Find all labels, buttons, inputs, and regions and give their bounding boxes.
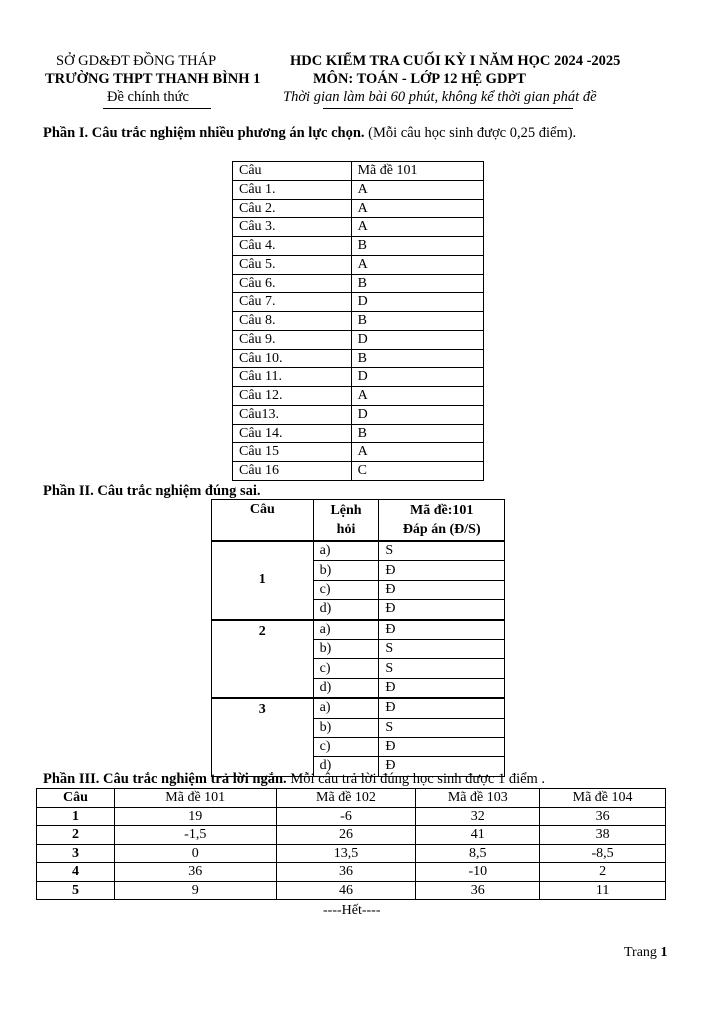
- table-row: [233, 424, 484, 443]
- table-row: [233, 237, 484, 256]
- question-cell: 1: [212, 541, 314, 620]
- page-label: Trang: [624, 945, 661, 960]
- question-cell: Câu 5.: [233, 255, 352, 274]
- answer-cell: D: [351, 330, 483, 349]
- question-cell: 5: [37, 881, 115, 900]
- answer-cell: 38: [540, 826, 666, 845]
- answer-cell: Đ: [379, 678, 505, 698]
- col-header: Mã đề 101: [114, 789, 276, 808]
- sub-question-cell: b): [313, 639, 379, 658]
- sub-question-cell: a): [313, 698, 379, 718]
- answer-cell: A: [351, 443, 483, 462]
- sub-question-cell: a): [313, 541, 379, 561]
- answer-cell: B: [351, 274, 483, 293]
- answer-cell: D: [351, 293, 483, 312]
- col-header-question: [212, 500, 314, 542]
- table-row: [233, 405, 484, 424]
- col-header-question-label: Câu: [249, 502, 275, 517]
- question-cell: Câu 11.: [233, 368, 352, 387]
- part3-heading: [43, 770, 545, 788]
- question-cell: Câu 14.: [233, 424, 352, 443]
- sub-question-cell: a): [313, 620, 379, 640]
- answer-cell: C: [351, 462, 483, 481]
- answer-cell: 0: [114, 844, 276, 863]
- question-cell: Câu 12.: [233, 387, 352, 406]
- question-cell: Câu 9.: [233, 330, 352, 349]
- answer-cell: -10: [416, 863, 540, 882]
- table-header-row: [233, 162, 484, 181]
- table-row: [233, 330, 484, 349]
- answer-cell: A: [351, 387, 483, 406]
- col-header-command-line2: hỏi: [336, 522, 356, 537]
- question-cell: Câu 7.: [233, 293, 352, 312]
- answer-cell: A: [351, 218, 483, 237]
- table-row: [233, 218, 484, 237]
- answer-cell: 36: [114, 863, 276, 882]
- question-cell: 3: [212, 698, 314, 776]
- answer-cell: Đ: [379, 561, 505, 580]
- question-cell: Câu 6.: [233, 274, 352, 293]
- table-row: [233, 199, 484, 218]
- answer-cell: A: [351, 255, 483, 274]
- part3-table: [36, 788, 666, 900]
- official-label: Đề chính thức: [107, 89, 189, 105]
- question-cell: 4: [37, 863, 115, 882]
- table-row: [37, 826, 666, 845]
- part1-heading: [43, 124, 576, 142]
- answer-cell: 11: [540, 881, 666, 900]
- department-name: SỞ GD&ĐT ĐỒNG THÁP: [56, 53, 217, 69]
- sub-question-cell: b): [313, 718, 379, 737]
- part2-table: [211, 499, 505, 777]
- answer-cell: 26: [276, 826, 416, 845]
- table-row: [233, 349, 484, 368]
- question-cell: 3: [37, 844, 115, 863]
- table-header-row: [37, 789, 666, 808]
- sub-question-cell: d): [313, 757, 379, 776]
- col-header-code: [379, 500, 505, 542]
- answer-cell: B: [351, 237, 483, 256]
- page-number-value: 1: [660, 945, 668, 960]
- col-header: Mã đề 102: [276, 789, 416, 808]
- answer-cell: 8,5: [416, 844, 540, 863]
- col-header: Mã đề 103: [416, 789, 540, 808]
- part1-note: (Mỗi câu học sinh được 0,25 điểm).: [364, 125, 577, 141]
- answer-cell: 13,5: [276, 844, 416, 863]
- answer-cell: Đ: [379, 620, 505, 640]
- answer-cell: -1,5: [114, 826, 276, 845]
- exam-title: HDC KIỂM TRA CUỐI KỲ I NĂM HỌC 2024 -2025: [290, 53, 621, 69]
- table-row: [233, 368, 484, 387]
- question-cell: 2: [37, 826, 115, 845]
- col-header: Mã đề 104: [540, 789, 666, 808]
- sub-question-cell: c): [313, 659, 379, 678]
- answer-cell: 36: [540, 807, 666, 826]
- answer-cell: S: [379, 659, 505, 678]
- answer-cell: 46: [276, 881, 416, 900]
- col-header-code-line1: Mã đề:101: [410, 503, 474, 518]
- part3-note: Mỗi câu trả lời đúng học sinh được 1 điểm .: [286, 771, 546, 787]
- sub-question-cell: d): [313, 678, 379, 698]
- table-row: [212, 620, 505, 640]
- part2-heading: Phần II. Câu trắc nghiệm đúng sai.: [43, 483, 261, 499]
- question-cell: Câu 8.: [233, 312, 352, 331]
- answer-cell: 2: [540, 863, 666, 882]
- answer-cell: D: [351, 405, 483, 424]
- answer-cell: Đ: [379, 757, 505, 776]
- col-header-code-line2: Đáp án (Đ/S): [402, 522, 481, 537]
- table-row: [233, 180, 484, 199]
- answer-cell: A: [351, 199, 483, 218]
- sub-question-cell: c): [313, 737, 379, 756]
- answer-cell: 36: [416, 881, 540, 900]
- answer-cell: Đ: [379, 580, 505, 599]
- answer-cell: 32: [416, 807, 540, 826]
- table-row: [233, 443, 484, 462]
- sub-question-cell: c): [313, 580, 379, 599]
- part1-table: [232, 161, 484, 481]
- table-row: [233, 387, 484, 406]
- answer-cell: 36: [276, 863, 416, 882]
- answer-cell: D: [351, 368, 483, 387]
- table-row: [233, 255, 484, 274]
- exam-subject: MÔN: TOÁN - LỚP 12 HỆ GDPT: [313, 71, 526, 87]
- question-cell: Câu 4.: [233, 237, 352, 256]
- school-name: TRƯỜNG THPT THANH BÌNH 1: [45, 71, 261, 87]
- question-cell: 2: [212, 620, 314, 699]
- table-row: [37, 881, 666, 900]
- question-cell: Câu 16: [233, 462, 352, 481]
- col-header-command: [313, 500, 379, 542]
- answer-cell: 19: [114, 807, 276, 826]
- answer-cell: Đ: [379, 698, 505, 718]
- question-cell: Câu 15: [233, 443, 352, 462]
- table-row: [233, 293, 484, 312]
- col-header-command-line1: Lệnh: [330, 503, 362, 518]
- answer-cell: A: [351, 180, 483, 199]
- page-number: [624, 945, 667, 961]
- answer-cell: -8,5: [540, 844, 666, 863]
- part3-title: Phần III. Câu trắc nghiệm trả lời ngắn.: [43, 771, 287, 787]
- answer-cell: 9: [114, 881, 276, 900]
- table-row: [233, 274, 484, 293]
- question-cell: Câu 1.: [233, 180, 352, 199]
- answer-cell: 41: [416, 826, 540, 845]
- table-row: [37, 844, 666, 863]
- col-header-question: Câu: [233, 162, 352, 181]
- table-row: [37, 863, 666, 882]
- table-row: [233, 312, 484, 331]
- answer-cell: -6: [276, 807, 416, 826]
- answer-cell: Đ: [379, 737, 505, 756]
- col-header: Câu: [37, 789, 115, 808]
- table-row: [212, 541, 505, 561]
- answer-cell: S: [379, 639, 505, 658]
- question-cell: Câu 3.: [233, 218, 352, 237]
- question-cell: Câu13.: [233, 405, 352, 424]
- answer-cell: S: [379, 541, 505, 561]
- answer-cell: Đ: [379, 600, 505, 620]
- col-header-code: Mã đề 101: [351, 162, 483, 181]
- sub-question-cell: d): [313, 600, 379, 620]
- exam-time: Thời gian làm bài 60 phút, không kể thời gian phát đề: [283, 89, 597, 105]
- table-row: [212, 698, 505, 718]
- question-cell: 1: [37, 807, 115, 826]
- table-row: [37, 807, 666, 826]
- table-row: [233, 462, 484, 481]
- answer-cell: B: [351, 424, 483, 443]
- question-cell: Câu 2.: [233, 199, 352, 218]
- answer-cell: B: [351, 349, 483, 368]
- part1-title: Phần I. Câu trắc nghiệm nhiều phương án lực chọn.: [43, 125, 365, 141]
- question-cell: Câu 10.: [233, 349, 352, 368]
- sub-question-cell: b): [313, 561, 379, 580]
- time-underline: [323, 108, 573, 109]
- end-marker: ----Hết----: [323, 903, 381, 918]
- table-header-row: [212, 500, 505, 542]
- answer-cell: S: [379, 718, 505, 737]
- official-underline: [103, 108, 211, 109]
- answer-cell: B: [351, 312, 483, 331]
